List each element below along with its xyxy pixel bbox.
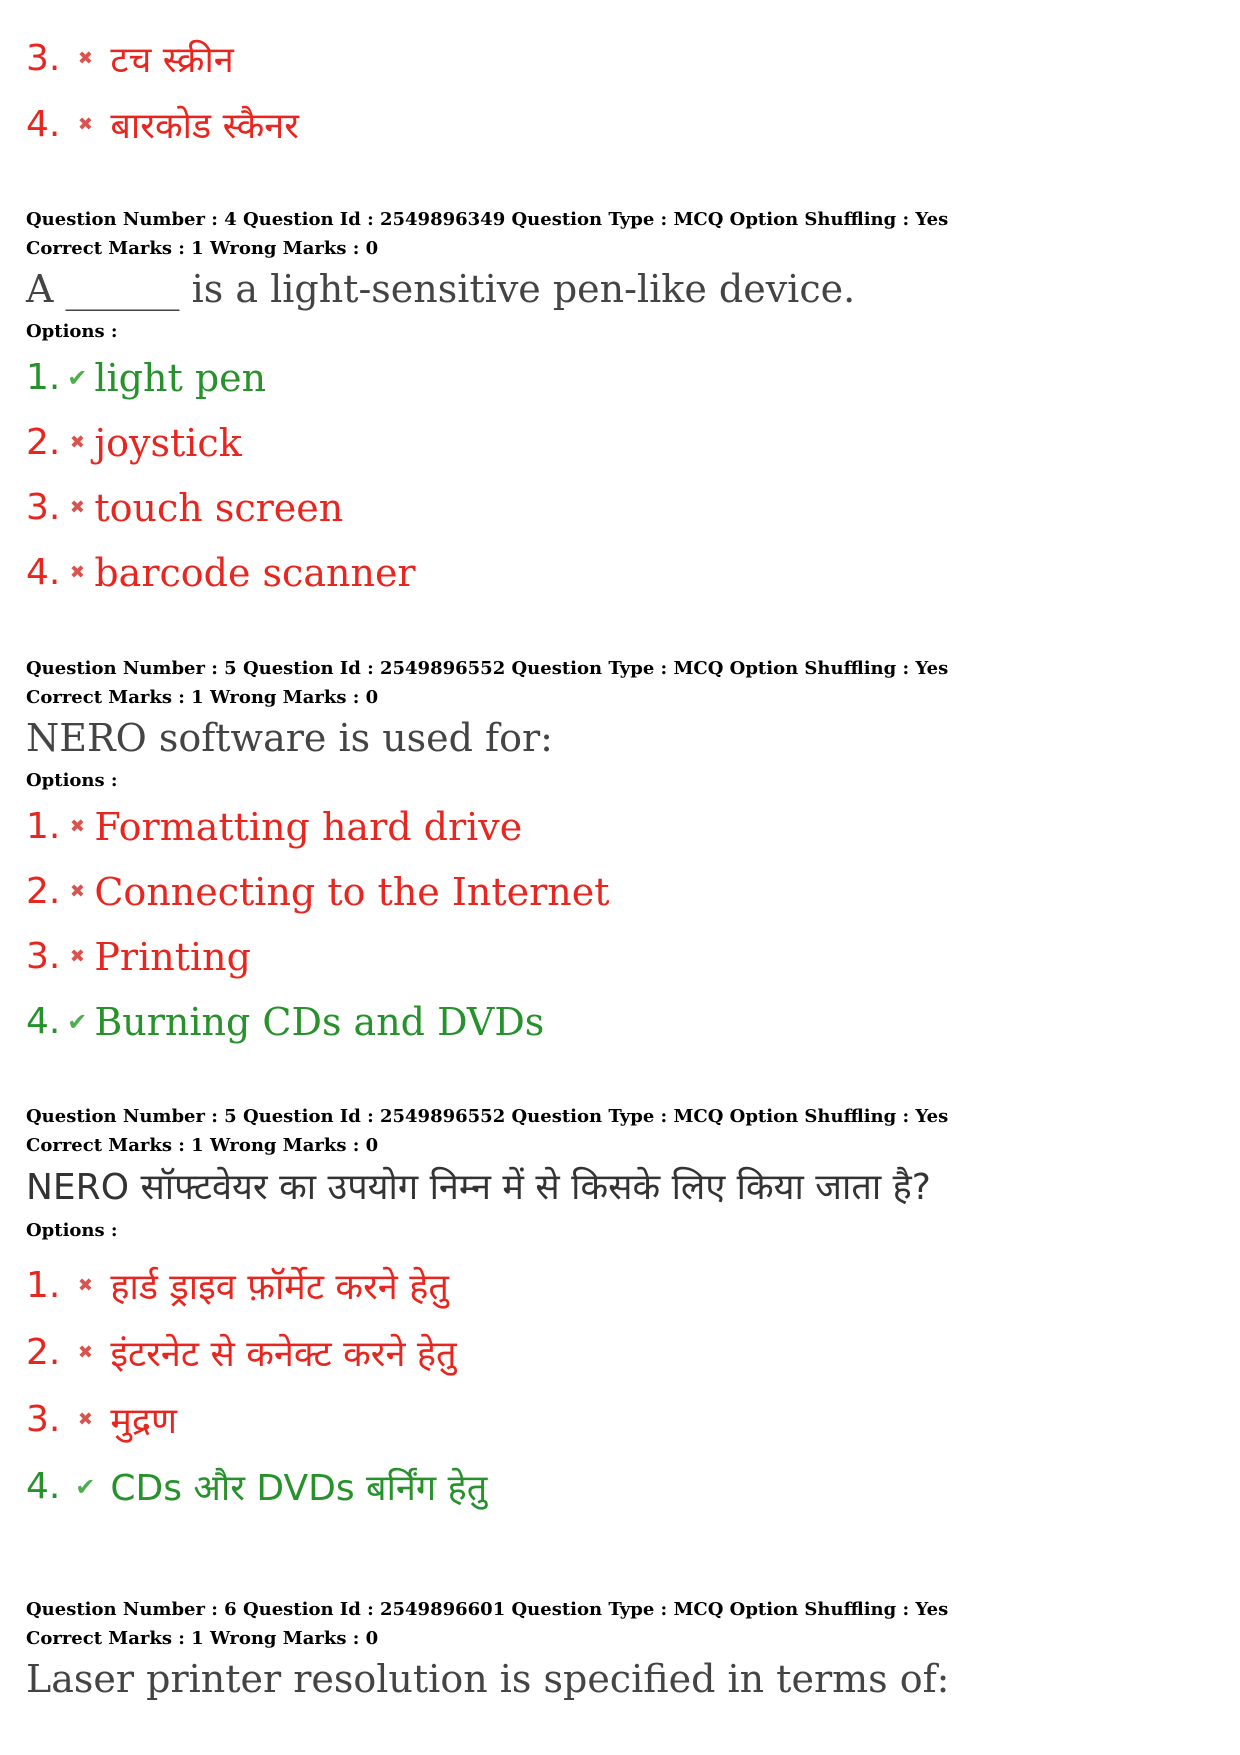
question-text: Laser printer resolution is specified in terms of:: [26, 1657, 950, 1701]
option-number: 1.: [26, 357, 61, 398]
option-number: 4.: [26, 1001, 61, 1042]
cross-icon: ✖: [69, 497, 85, 518]
option-4: [26, 989, 1216, 1054]
cross-icon: ✖: [77, 47, 93, 69]
option-3: [26, 924, 1216, 989]
cross-icon: ✖: [69, 881, 85, 902]
cross-icon: ✖: [77, 113, 93, 135]
option-text: मुद्रण: [110, 1401, 178, 1442]
option-number: 3.: [26, 37, 61, 79]
marks-meta: Correct Marks : 1 Wrong Marks : 0: [26, 1135, 379, 1156]
marks-meta: Correct Marks : 1 Wrong Marks : 0: [26, 1628, 379, 1649]
option-3: [26, 475, 1216, 540]
check-icon: ✔: [67, 363, 88, 392]
question-text: A ______ is a light-sensitive pen-like device.: [26, 267, 856, 311]
option-4: [26, 1453, 1216, 1520]
option-text: Formatting hard drive: [94, 804, 523, 849]
option-number: 4.: [26, 103, 61, 145]
option-text: बारकोड स्कैनर: [110, 105, 299, 147]
option-3: [26, 25, 1216, 91]
option-4: [26, 540, 1216, 605]
option-1: [26, 1252, 1216, 1319]
cross-icon: ✖: [77, 1409, 93, 1430]
check-icon: ✔: [67, 1007, 88, 1036]
question-text: NERO software is used for:: [26, 716, 553, 760]
option-text: joystick: [94, 420, 242, 465]
question-meta: Question Number : 4 Question Id : 2549896349 Question Type : MCQ Option Shuffling : Yes: [26, 209, 949, 230]
options-list: [26, 345, 1216, 605]
option-text: Printing: [94, 934, 251, 979]
question-block-5-english: [26, 654, 1216, 1054]
option-2: [26, 859, 1216, 924]
option-text: इंटरनेट से कनेक्ट करने हेतु: [110, 1334, 457, 1375]
cross-icon: ✖: [77, 1275, 93, 1296]
marks-meta: Correct Marks : 1 Wrong Marks : 0: [26, 238, 379, 259]
option-text: barcode scanner: [94, 550, 416, 595]
option-number: 4.: [26, 1466, 61, 1507]
option-2: [26, 410, 1216, 475]
question-block-5-hindi: [26, 1102, 1216, 1520]
option-number: 2.: [26, 1332, 61, 1373]
option-text: टच स्क्रीन: [110, 39, 234, 81]
question-block-4: [26, 205, 1216, 605]
cross-icon: ✖: [69, 562, 85, 583]
previous-question-options: [26, 25, 1216, 157]
option-text: Burning CDs and DVDs: [94, 999, 545, 1044]
option-number: 2.: [26, 422, 61, 463]
options-list: [26, 794, 1216, 1054]
check-icon: ✔: [75, 1472, 96, 1501]
option-number: 2.: [26, 871, 61, 912]
option-text: हार्ड ड्राइव फ़ॉर्मेट करने हेतु: [110, 1267, 449, 1308]
marks-meta: Correct Marks : 1 Wrong Marks : 0: [26, 687, 379, 708]
option-2: [26, 1319, 1216, 1386]
options-label: Options :: [26, 1220, 118, 1241]
option-3: [26, 1386, 1216, 1453]
option-1: [26, 794, 1216, 859]
question-text: NERO सॉफ्टवेयर का उपयोग निम्न में से किसके लिए किया जाता है?: [26, 1167, 931, 1208]
options-list: [26, 1252, 1216, 1520]
cross-icon: ✖: [77, 1342, 93, 1363]
question-meta: Question Number : 5 Question Id : 2549896552 Question Type : MCQ Option Shuffling : Yes: [26, 1106, 949, 1127]
option-number: 3.: [26, 487, 61, 528]
options-label: Options :: [26, 770, 118, 791]
option-number: 1.: [26, 1265, 61, 1306]
question-block-6: [26, 1595, 1216, 1703]
option-number: 1.: [26, 806, 61, 847]
option-text: Connecting to the Internet: [94, 869, 610, 914]
question-meta: Question Number : 6 Question Id : 2549896601 Question Type : MCQ Option Shuffling : Yes: [26, 1599, 949, 1620]
cross-icon: ✖: [69, 432, 85, 453]
option-4: [26, 91, 1216, 157]
option-number: 3.: [26, 936, 61, 977]
option-1: [26, 345, 1216, 410]
cross-icon: ✖: [69, 816, 85, 837]
option-text: touch screen: [94, 485, 344, 530]
question-meta: Question Number : 5 Question Id : 2549896552 Question Type : MCQ Option Shuffling : Yes: [26, 658, 949, 679]
option-text: CDs और DVDs बर्निंग हेतु: [110, 1468, 488, 1509]
option-number: 3.: [26, 1399, 61, 1440]
option-number: 4.: [26, 552, 61, 593]
option-text: light pen: [94, 355, 267, 400]
options-label: Options :: [26, 321, 118, 342]
cross-icon: ✖: [69, 946, 85, 967]
